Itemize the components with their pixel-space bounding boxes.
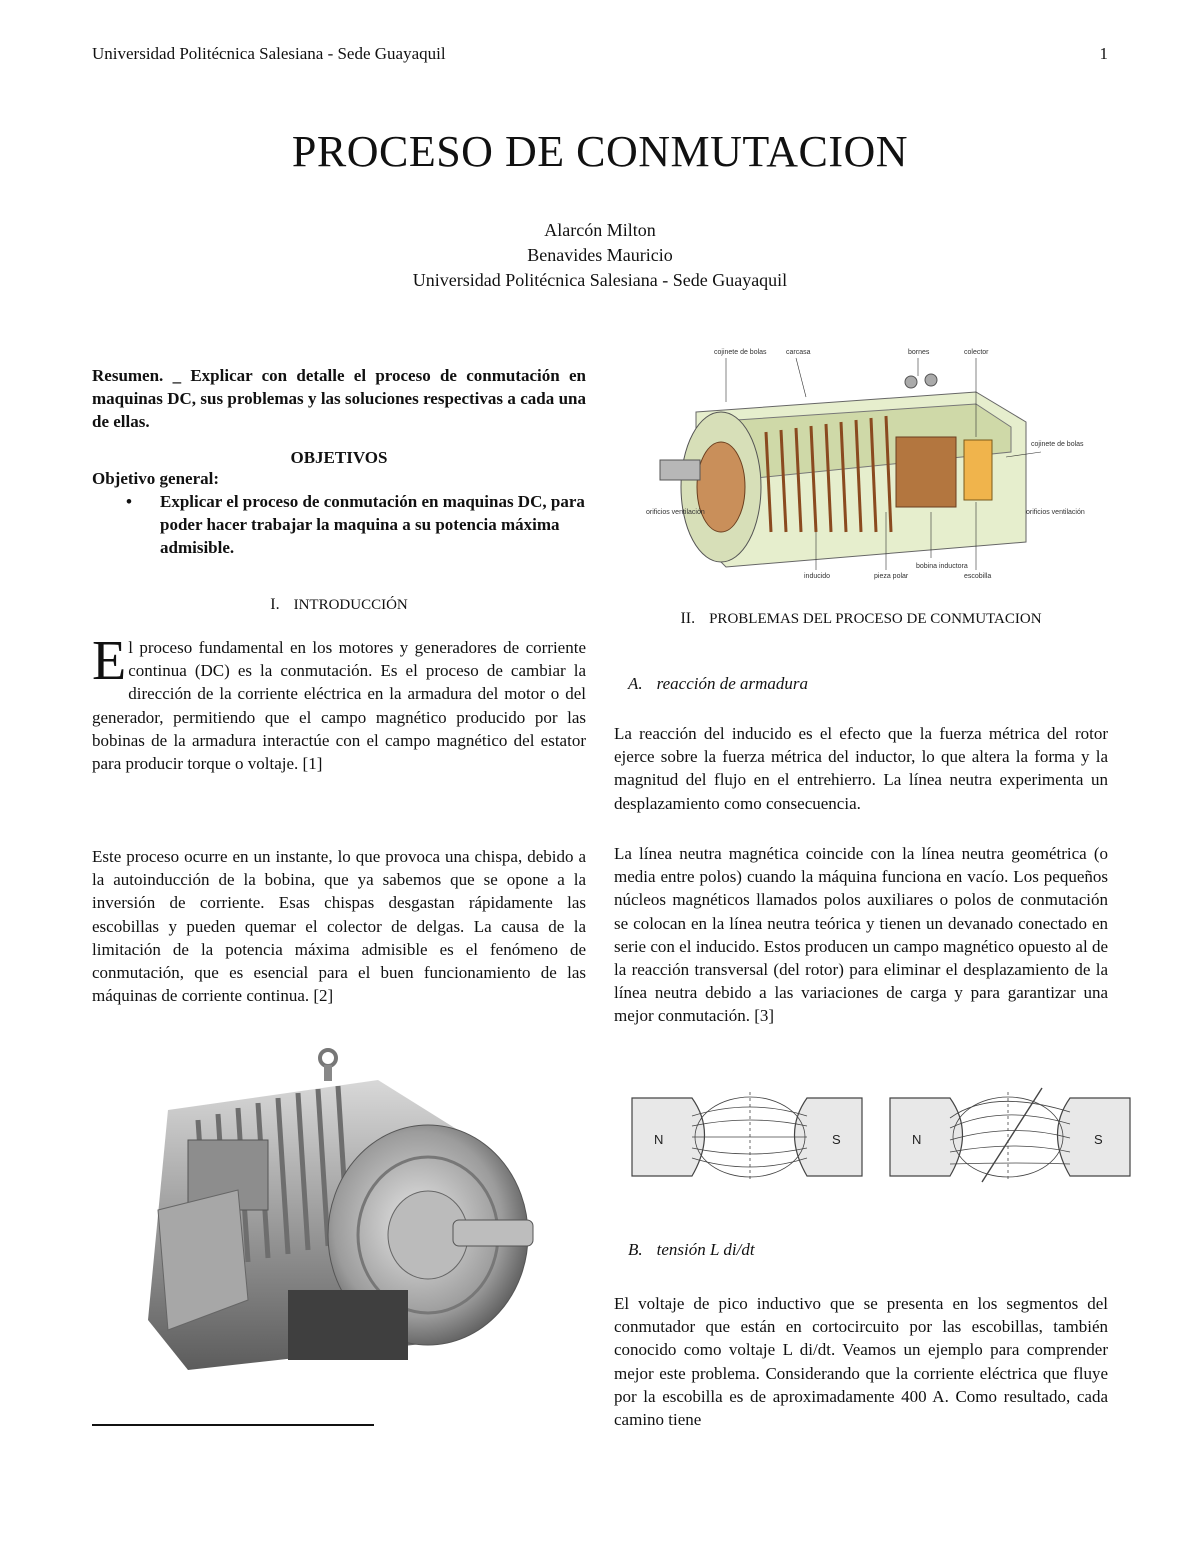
section-1-p1-text: l proceso fundamental en los motores y generadores de corriente continua (DC) es la conmutación. Es el proceso de cambiar la dirección de la corriente eléctrica en la armadura del motor o del generador, permitiendo que el campo magnético producido por las bobinas de la armadura interactúe con el campo magnético del estator para producir torque o voltaje. [1] (92, 638, 586, 774)
section-1-paragraph-1 (92, 630, 586, 775)
section-1-paragraph-2: Este proceso ocurre en un instante, lo que provoca una chispa, debido a la autoinducción de la bobina, que ya sabemos que se opone a la inversión de corriente. Esas chispas desgastan rápidamente las escobillas y pueden quemar el colector de delgas. La causa de la limitación de la potencia máxima admisible es el fenómeno de conmutación, que es esencial para el buen funcionamiento de las máquinas de corriente continua. [2] (92, 847, 586, 1006)
objectives-list (92, 490, 586, 560)
objective-item: • Explicar el proceso de conmutación en maquinas DC, para poder hacer trabajar la maquina a su potencia máxima admisible. (160, 490, 586, 560)
motor-photo-drawing (128, 1040, 548, 1390)
page-number: 1 (1099, 44, 1108, 63)
pole-n-left: N (654, 1132, 664, 1147)
field-distortion-figure (632, 1078, 1130, 1196)
label-orificios-left: orificios ventilación (646, 509, 705, 516)
subsection-b-heading (628, 1240, 1122, 1260)
subsection-a-heading (628, 674, 1122, 694)
label-pieza-polar: pieza polar (874, 573, 909, 580)
section-2-title: PROBLEMAS DEL PROCESO DE CONMUTACION (709, 611, 1042, 627)
pole-n-right: N (912, 1132, 922, 1147)
objective-general-label: Objetivo general: (92, 469, 219, 488)
pole-s-right: S (1094, 1132, 1103, 1147)
subsection-b-title: tensión L di/dt (656, 1240, 755, 1259)
section-2-heading (614, 610, 1108, 628)
label-cojinete-top: cojinete de bolas (714, 349, 767, 356)
paper-title: PROCESO DE CONMUTACION (291, 127, 909, 176)
subsection-a-letter: A. (628, 674, 643, 693)
abstract-label: Resumen. (92, 366, 164, 385)
drop-cap: E (92, 630, 127, 692)
section-1-title: INTRODUCCIÓN (293, 597, 408, 613)
author-block (0, 218, 1200, 293)
subsection-b-paragraph-1: El voltaje de pico inductivo que se presenta en los segmentos del conmutador que están en cortocircuito por las escobillas, también conocido como voltaje L di/dt. Veamos un ejemplo para comprender mejor este problema. Considerando que la corriente eléctrica que fluye por la escobilla es de aproximadamente 400 A. Como resultado, cada camino tiene (614, 1294, 1108, 1430)
footnote-rule (92, 1424, 374, 1426)
affiliation: Universidad Politécnica Salesiana - Sede Guayaquil (412, 270, 788, 290)
label-inducido: inducido (804, 573, 831, 580)
abstract-text: _ Explicar con detalle el proceso de conmutación en maquinas DC, sus problemas y las soluciones respectivas a cada una de ellas. (92, 366, 586, 432)
author-1: Alarcón Milton (544, 220, 656, 240)
subsection-a-paragraph-2: La línea neutra magnética coincide con la línea neutra geométrica (o media entre polos) cuando la máquina funciona en vacío. Los pequeños núcleos magnéticos llamados polos auxiliares o polos de conmutación se colocan en la línea neutra teórica y tienen un devanado conectado en serie con el inducido. Estos producen un campo magnético opuesto al de la reacción transversal (del rotor) para eliminar el desplazamiento de la línea neutra debido a las variaciones de carga y para garantizar una mejor conmutación. [3] (614, 844, 1108, 1026)
label-carcasa: carcasa (786, 349, 811, 356)
label-escobilla: escobilla (964, 573, 992, 580)
label-bobina-inductora: bobina inductora (916, 563, 968, 570)
abstract (92, 364, 586, 434)
author-2: Benavides Mauricio (527, 245, 673, 265)
running-title: Universidad Politécnica Salesiana - Sede Guayaquil (92, 44, 446, 63)
label-bornes: bornes (908, 349, 930, 356)
objectives-heading: OBJETIVOS (290, 448, 388, 467)
section-1-heading (92, 596, 586, 614)
subsection-a-title: reacción de armadura (656, 674, 809, 693)
pole-s-left: S (832, 1132, 841, 1147)
label-cojinete-right: cojinete de bolas (1031, 441, 1084, 448)
section-2-number: II. (680, 610, 696, 627)
motor-cutaway-drawing (646, 342, 1085, 582)
label-orificios-right: orificios ventilación (1026, 509, 1085, 516)
subsection-a-paragraph-1: La reacción del inducido es el efecto que la fuerza métrica del rotor ejerce sobre la fuerza métrica del inductor, lo que altera la forma y la magnitud del flujo en el entrehierro. La línea neutra experimenta un desplazamiento como consecuencia. (614, 724, 1108, 813)
subsection-b-letter: B. (628, 1240, 643, 1259)
motor-cutaway-diagram (646, 342, 1085, 582)
label-colector: colector (964, 349, 989, 356)
running-header (92, 44, 1108, 64)
motor-photo (128, 1040, 548, 1390)
field-distortion-drawing (632, 1078, 1130, 1196)
section-1-number: I. (270, 596, 280, 613)
